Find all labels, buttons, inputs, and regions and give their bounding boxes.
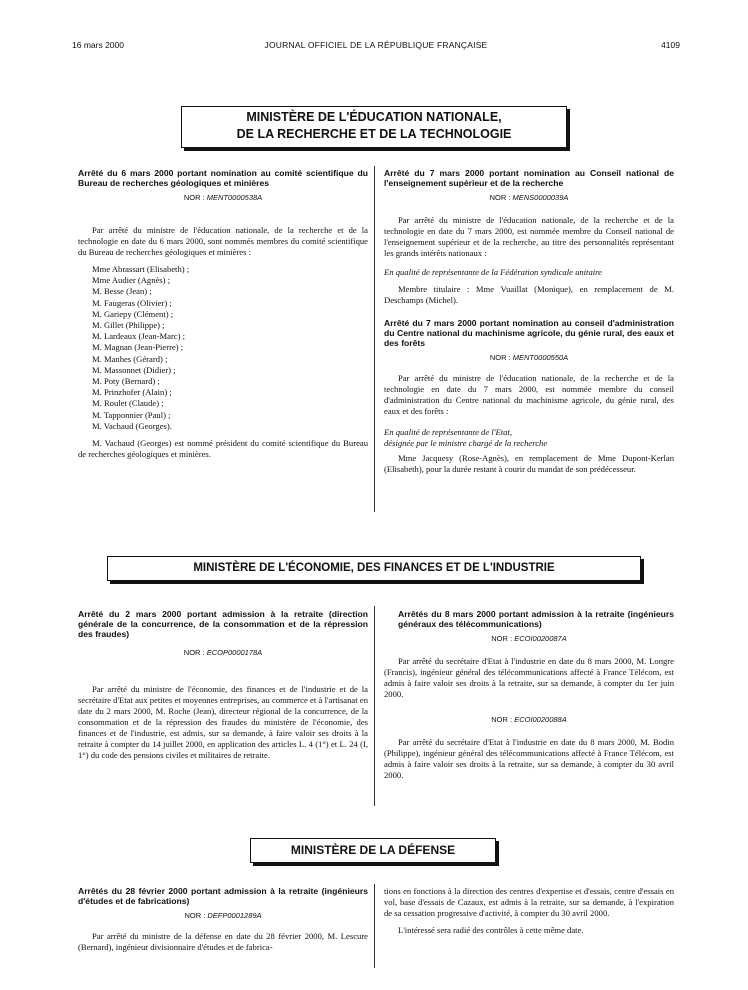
nor-reference: NOR : ECOI0020087A — [491, 634, 567, 643]
nor-code: MENT0000550A — [512, 353, 569, 362]
article-conseil-national — [384, 168, 674, 478]
page-header — [72, 40, 680, 54]
column-divider — [374, 884, 375, 968]
list-item: M. Besse (Jean) ; — [92, 286, 152, 297]
list-item: M. Poty (Bernard) ; — [92, 376, 160, 387]
quality-statement-cont: désignée par le ministre chargé de la recherche — [384, 438, 548, 448]
article-title: Arrêtés du 28 février 2000 portant admission à la retraite (ingénieurs d'études et de fabrications) — [78, 886, 368, 906]
list-item: M. Magnan (Jean-Pierre) ; — [92, 342, 184, 353]
article-body: Par arrêté du secrétaire d'Etat à l'industrie en date du 8 mars 2000, M. Bodin (Philippe), ingénieur général des télécommunications affecté à France Télécom, est admis à faire valoir ses droits à la retraite, sur sa demande, à compter du 30 avril 2000. — [384, 737, 674, 780]
column-divider — [374, 606, 375, 806]
quality-statement: En qualité de représentante de la Fédération syndicale unitaire — [384, 267, 602, 277]
article-body: Par arrêté du ministre de la défense en date du 28 février 2000, M. Lescure (Bernard), ingénieur divisionnaire d'études et de fabrica- — [78, 931, 368, 952]
header-date: 16 mars 2000 — [72, 40, 124, 50]
members-list — [78, 264, 368, 432]
article-title: Arrêté du 7 mars 2000 portant nomination au Conseil national de l'enseignement supérieur et de la recherche — [384, 168, 674, 188]
header-page-number: 4109 — [661, 40, 680, 50]
list-item: M. Gillet (Philippe) ; — [92, 320, 165, 331]
nor-reference: NOR : MENT0000538A — [183, 193, 263, 202]
ministry-defense-line1: MINISTÈRE DE LA DÉFENSE — [290, 843, 456, 857]
list-item: M. Lardeaux (Jean-Marc) ; — [92, 331, 186, 342]
article-bureau-recherches — [78, 168, 368, 463]
list-item: M. Faugeras (Olivier) ; — [92, 297, 172, 308]
article-intro: Par arrêté du ministre de l'éducation nationale, de la recherche et de la technologie en date du 7 mars 2000, est nommée membre du Conseil national de l'enseignement supérieur et de la recherche, au titre des personnalités représentant les grands intérêts nationaux : — [384, 215, 674, 258]
nor-reference: NOR : MENT0000550A — [489, 353, 569, 362]
ministry-education-line1: MINISTÈRE DE L'ÉDUCATION NATIONALE, — [246, 110, 502, 124]
ministry-defense-banner — [250, 838, 496, 863]
ministry-education-banner — [181, 106, 567, 148]
ministry-economy-banner — [107, 556, 641, 581]
list-item: M. Roulet (Claude) ; — [92, 398, 164, 409]
nor-code: DEFP0001289A — [207, 911, 262, 920]
nor-code: ECOI0020088A — [514, 715, 567, 724]
article-title: Arrêté du 7 mars 2000 portant nomination au conseil d'administration du Centre national du machinisme agricole, du génie rural, des eaux et des forêts — [384, 318, 674, 348]
article-title: Arrêté du 6 mars 2000 portant nomination au comité scientifique du Bureau de recherches géologiques et minières — [78, 168, 368, 188]
article-intro: Par arrêté du ministre de l'éducation nationale, de la recherche et de la technologie en date du 7 mars 2000, est nommée membre du conseil d'administration du Centre national du machinisme agricole, du génie rural, des eaux et des forêts : — [384, 373, 674, 416]
list-item: M. Vachaud (Georges). — [92, 420, 172, 431]
list-item: Mme Audier (Agnès) ; — [92, 275, 171, 286]
nor-reference: NOR : MENS0000039A — [489, 193, 569, 202]
nor-reference: NOR : ECOI0020088A — [491, 715, 567, 724]
article-title: Arrêté du 2 mars 2000 portant admission à la retraite (direction générale de la concurrence, de la consommation et de la répression des fraudes) — [78, 609, 368, 639]
list-item: Mme Abrassart (Elisabeth) ; — [92, 264, 190, 274]
article-body-continued: tions en fonctions à la direction des centres d'expertise et d'essais, centre d'essais en vol, base d'essais de Cazaux, est admis à la retraite, sur sa demande, à l'expiration de sa cessation progressive d'activité, à compter du 30 avril 2000. — [384, 886, 674, 918]
nor-code: MENS0000039A — [512, 193, 569, 202]
article-body: Par arrêté du secrétaire d'Etat à l'industrie en date du 8 mars 2000, M. Longre (Francis), ingénieur général des télécommunications affecté à France Télécom, est admis à faire valoir ses droits à la retraite, sur sa demande, à compter du 1er juin 2000. — [384, 656, 674, 699]
article-intro: Par arrêté du ministre de l'éducation nationale, de la recherche et de la technologie en date du 6 mars 2000, sont nommés membres du comité scientifique du Bureau de recherches géologiques et minières : — [78, 225, 368, 257]
article-retraite-defense — [78, 886, 368, 956]
article-retraite-defense-cont — [384, 886, 674, 939]
article-retraite-concurrence — [78, 609, 368, 764]
ministry-economy-line1: MINISTÈRE DE L'ÉCONOMIE, DES FINANCES ET DE L'INDUSTRIE — [193, 562, 555, 574]
member-statement: Mme Jacquesy (Rose-Agnès), en remplacement de Mme Dupont-Kerlan (Elisabeth), pour la durée restant à courir du mandat de son prédécesseur. — [384, 453, 674, 474]
article-body: Par arrêté du ministre de l'économie, des finances et de l'industrie et de la secrétaire d'Etat aux petites et moyennes entreprises, au commerce et à l'artisanat en date du 2 mars 2000, M. Roche (Jean), directeur régional de la concurrence, de la consommation et de la répression des fraudes du ministère de l'économie, des finances et de l'industrie, est admis, sur sa demande, à faire valoir ses droits à la retraite à compter du 14 juillet 2000, en application des articles L. 4 (1°) et L. 24 (I, 1°) du code des pensions civiles et militaires de retraite. — [78, 684, 368, 760]
article-closing: L'intéressé sera radié des contrôles à cette même date. — [398, 925, 584, 935]
list-item: M. Prinzhofer (Alain) ; — [92, 387, 172, 398]
article-retraite-telecom — [384, 609, 674, 784]
header-journal-title: JOURNAL OFFICIEL DE LA RÉPUBLIQUE FRANÇAISE — [264, 40, 488, 50]
nor-code: ECOI0020087A — [514, 634, 567, 643]
nor-code: MENT0000538A — [206, 193, 263, 202]
column-divider — [374, 166, 375, 512]
list-item: M. Manhes (Gérard) ; — [92, 353, 168, 364]
member-statement: Membre titulaire : Mme Vuaillat (Monique), en remplacement de M. Deschamps (Michel). — [384, 284, 674, 305]
article-closing: M. Vachaud (Georges) est nommé président du comité scientifique du Bureau de recherches géologiques et minières. — [78, 438, 368, 460]
quality-statement: En qualité de représentante de l'Etat, — [384, 427, 513, 437]
list-item: M. Gariepy (Clément) ; — [92, 308, 174, 319]
list-item: M. Tapponnier (Paul) ; — [92, 409, 171, 420]
nor-reference: NOR : ECOP0000178A — [183, 648, 263, 657]
nor-reference: NOR : DEFP0001289A — [184, 911, 262, 920]
list-item: M. Massonnet (Didier) ; — [92, 364, 176, 375]
nor-code: ECOP0000178A — [206, 648, 263, 657]
article-title: Arrêtés du 8 mars 2000 portant admission à la retraite (ingénieurs généraux des télécommunications) — [398, 609, 674, 629]
ministry-education-line2: DE LA RECHERCHE ET DE LA TECHNOLOGIE — [236, 127, 512, 141]
